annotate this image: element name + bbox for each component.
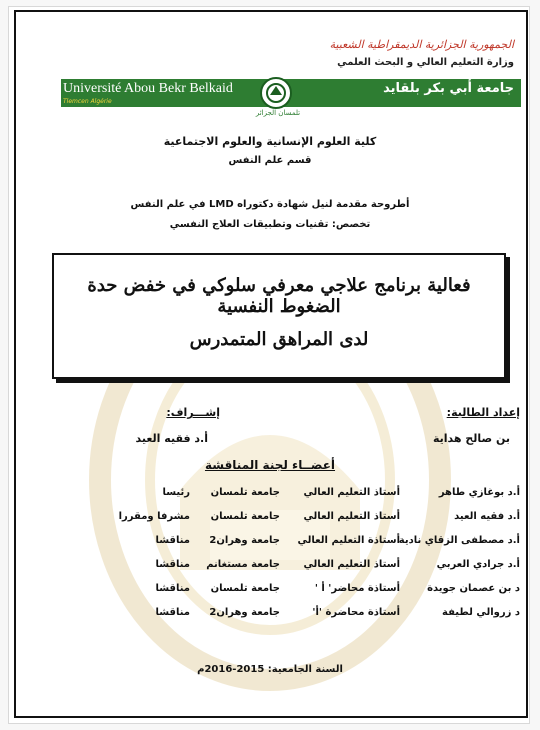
- member-role: مناقشا: [155, 535, 190, 546]
- committee-row: [60, 487, 520, 505]
- member-university: جامعة تلمسان: [210, 583, 280, 594]
- student-name: بن صالح هداية: [432, 432, 510, 445]
- member-university: جامعة تلمسان: [210, 487, 280, 498]
- republic-name: الجمهورية الجزائرية الديمقراطية الشعبية: [329, 38, 514, 51]
- committee-title: أعضــاء لجنة المناقشة: [204, 458, 336, 472]
- member-university: جامعة وهران2: [209, 535, 280, 546]
- member-name: د زروالي لطيفة: [442, 607, 520, 618]
- thesis-title-box: [52, 253, 506, 379]
- member-rank: أستاذة محاضرة 'أ': [312, 607, 400, 618]
- member-university: جامعة تلمسان: [210, 511, 280, 522]
- member-name: أ.د جرادي العربي: [436, 559, 520, 570]
- thesis-title-line2: لدى المراهق المتمدرس: [189, 329, 369, 350]
- specialty: تخصص: تقنيات وتطبيقات العلاج النفسي: [169, 219, 371, 230]
- thesis-type: أطروحة مقدمة لنيل شهادة دكتوراه LMD في علم النفس: [130, 199, 410, 210]
- academic-year: السنة الجامعية: 2015-2016م: [197, 664, 343, 675]
- member-rank: أستاذة التعليم العالي: [297, 535, 400, 546]
- university-city-fr: Tlemcen Algérie: [63, 98, 112, 105]
- member-role: مناقشا: [155, 559, 190, 570]
- member-rank: أستاذ التعليم العالي: [303, 559, 400, 570]
- logo-caption: تلمسان الجزائر: [255, 109, 301, 117]
- thesis-title-line1: فعالية برنامج علاجي معرفي سلوكي في خفض حدة الضغوط النفسية: [87, 275, 471, 317]
- member-role: مشرفا ومقررا: [118, 511, 190, 522]
- member-name: د بن عصمان جويدة: [427, 583, 520, 594]
- supervisor-name: أ.د فقيه العيد: [135, 432, 208, 445]
- member-rank: أستاذة محاضر' أ ': [314, 583, 400, 594]
- committee-row: [60, 583, 520, 601]
- member-university: جامعة مستغانم: [206, 559, 280, 570]
- member-name: أ.د فقيه العيد: [454, 511, 520, 522]
- member-rank: أستاذ التعليم العالي: [303, 511, 400, 522]
- committee-row: [60, 607, 520, 625]
- member-role: رئيسا: [162, 487, 190, 498]
- member-university: جامعة وهران2: [209, 607, 280, 618]
- university-logo-icon: [260, 77, 292, 109]
- committee-row: [60, 535, 520, 553]
- committee-row: [60, 511, 520, 529]
- university-name-fr: Université Abou Bekr Belkaid: [63, 81, 233, 96]
- member-role: مناقشا: [155, 607, 190, 618]
- member-role: مناقشا: [155, 583, 190, 594]
- ministry-name: وزارة التعليم العالي و البحث العلمي: [337, 57, 514, 68]
- supervisor-label: إشـــراف:: [166, 406, 220, 419]
- member-name: أ.د بوغازي طاهر: [438, 487, 520, 498]
- department-name: قسم علم النفس: [228, 155, 312, 166]
- member-name: أ.د مصطفى الزقاي نادية: [398, 535, 520, 546]
- student-label: إعداد الطالبة:: [446, 406, 520, 419]
- member-rank: أستاذ التعليم العالي: [303, 487, 400, 498]
- university-name-ar: جامعة أبي بكر بلقايد: [383, 81, 514, 96]
- faculty-name: كلية العلوم الإنسانية والعلوم الاجتماعية: [163, 135, 377, 148]
- committee-row: [60, 559, 520, 577]
